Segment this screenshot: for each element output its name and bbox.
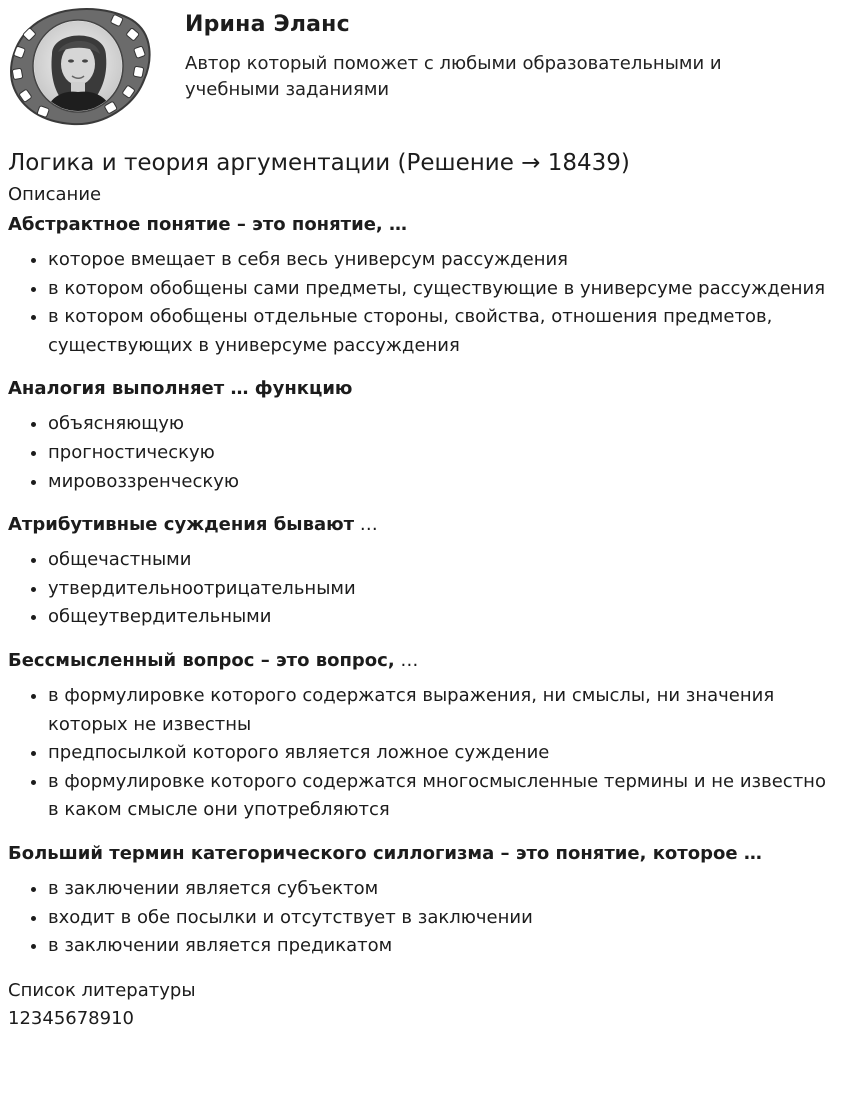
- question-block: [8, 212, 838, 360]
- question-block: [8, 376, 838, 496]
- answer-option: • мировоззренческую: [48, 468, 838, 497]
- question-text: [8, 212, 838, 238]
- pagination-link[interactable]: 10: [111, 1007, 134, 1029]
- answer-option: • предпосылкой которого является ложное суждение: [48, 739, 838, 768]
- pagination-link[interactable]: 8: [88, 1007, 100, 1029]
- answer-option: • общеутвердительными: [48, 603, 838, 632]
- answer-option: • общечастными: [48, 546, 838, 575]
- question-bold: Атрибутивные суждения бывают: [8, 514, 355, 536]
- question-block: [8, 648, 838, 825]
- question-block: [8, 512, 838, 632]
- question-bold: Бессмысленный вопрос – это вопрос,: [8, 649, 395, 671]
- pagination: [8, 1005, 838, 1033]
- answer-list: [8, 875, 838, 961]
- question-text: [8, 376, 838, 402]
- answer-list: [8, 246, 838, 360]
- answer-list: [8, 410, 838, 496]
- pagination-link[interactable]: 7: [76, 1007, 89, 1029]
- answer-list: [8, 546, 838, 632]
- film-reel-avatar-icon: [8, 8, 152, 126]
- description-label: Описание: [8, 184, 102, 205]
- author-header: [8, 8, 838, 128]
- answer-option: • входит в обе посылки и отсутствует в заключении: [48, 904, 838, 933]
- pagination-link[interactable]: 2: [19, 1007, 31, 1029]
- question-rest: …: [354, 514, 378, 536]
- question-text: [8, 841, 838, 867]
- question-rest: …: [394, 649, 419, 671]
- pagination-link[interactable]: 3: [30, 1007, 43, 1029]
- answer-option: • утвердительноотрицательными: [48, 575, 838, 604]
- author-description: Автор который поможет с любыми образовательными и учебными заданиями: [185, 53, 722, 100]
- question-list: [8, 212, 838, 961]
- answer-option: • в заключении является предикатом: [48, 932, 838, 961]
- pagination-link[interactable]: 1: [8, 1007, 20, 1029]
- question-text: [8, 648, 838, 674]
- main-content: [8, 146, 838, 1033]
- answer-option: • объясняющую: [48, 410, 838, 439]
- answer-option: • в формулировке которого содержатся выражения, ни смыслы, ни значения которых не известны: [48, 682, 838, 739]
- avatar[interactable]: [8, 8, 152, 126]
- question-block: [8, 841, 838, 961]
- answer-list: [8, 682, 838, 825]
- answer-option: • в формулировке которого содержатся многосмысленные термины и не известно в каком смысле они употребляются: [48, 768, 838, 825]
- page-title: Логика и теория аргументации (Решение → 18439): [8, 150, 630, 176]
- answer-option: • которое вмещает в себя весь универсум рассуждения: [48, 246, 838, 275]
- author-name[interactable]: Ирина Эланс: [185, 12, 350, 37]
- pagination-link[interactable]: 6: [65, 1007, 77, 1029]
- answer-option: • в котором обобщены отдельные стороны, свойства, отношения предметов, существующих в универсуме рассуждения: [48, 303, 838, 360]
- literature-label: Список литературы: [8, 979, 196, 1001]
- question-bold: Больший термин категорического силлогизма – это понятие, которое …: [8, 842, 762, 864]
- pagination-link[interactable]: 9: [99, 1007, 112, 1029]
- question-text: [8, 512, 838, 538]
- pagination-link[interactable]: 5: [53, 1007, 66, 1029]
- pagination-link[interactable]: 4: [42, 1007, 54, 1029]
- question-bold: Аналогия выполняет … функцию: [8, 378, 353, 400]
- answer-option: • прогностическую: [48, 439, 838, 468]
- answer-option: • в котором обобщены сами предметы, существующие в универсуме рассуждения: [48, 275, 838, 304]
- question-bold: Абстрактное понятие – это понятие, …: [8, 214, 408, 235]
- answer-option: • в заключении является субъектом: [48, 875, 838, 904]
